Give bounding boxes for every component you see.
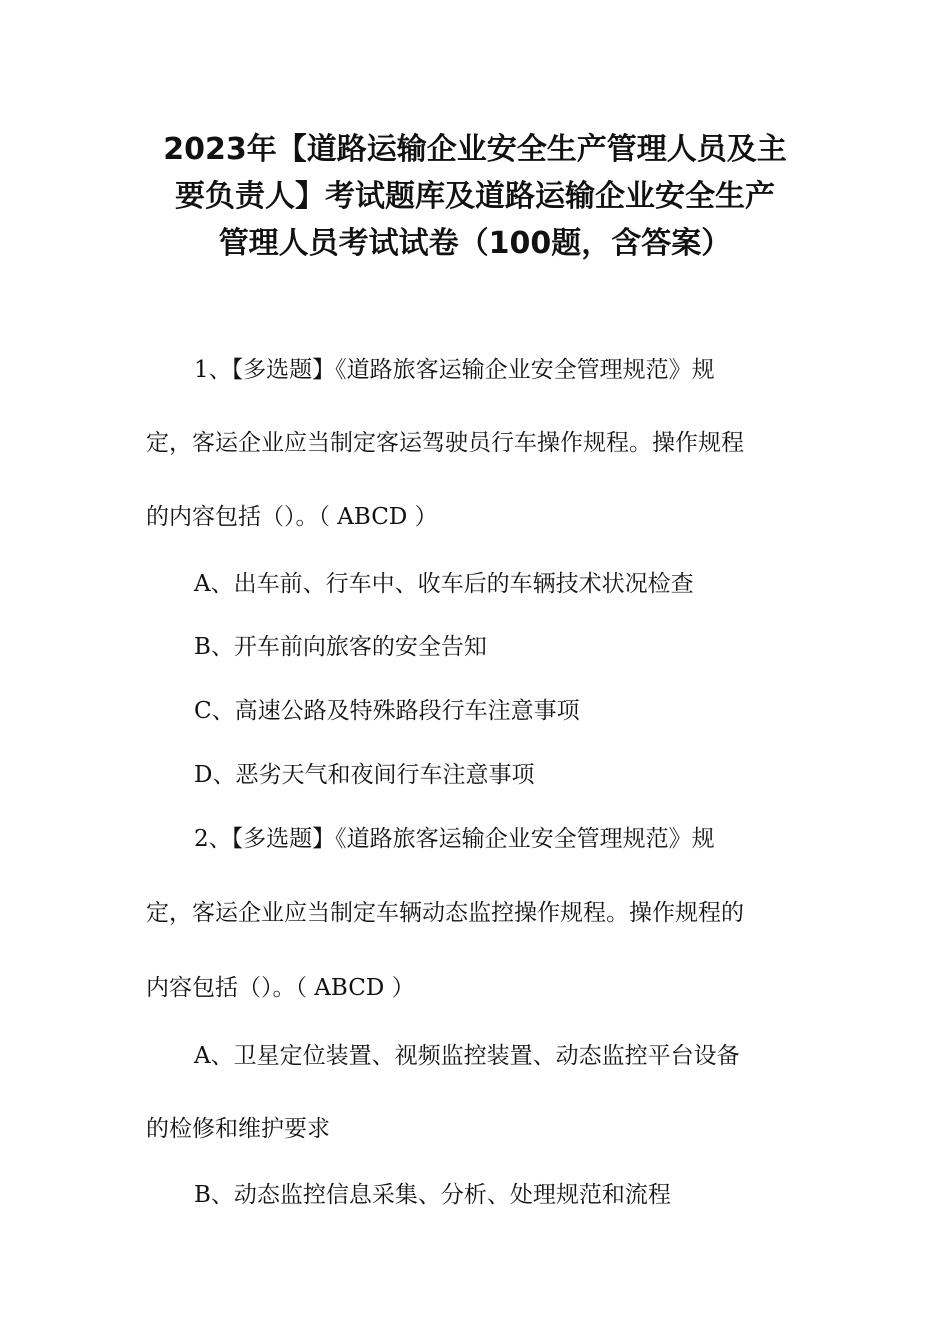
- question-stem-line: 1、【多选题】《道路旅客运输企业安全管理规范》规: [194, 357, 715, 383]
- question-stem-line: 定，客运企业应当制定客运驾驶员行车操作规程。操作规程: [146, 430, 744, 456]
- question-stem-line: 2、【多选题】《道路旅客运输企业安全管理规范》规: [194, 826, 715, 852]
- option-d: D、恶劣天气和夜间行车注意事项: [194, 762, 535, 788]
- title-line: 要负责人】考试题库及道路运输企业安全生产: [175, 179, 775, 214]
- option-a: A、卫星定位装置、视频监控装置、动态监控平台设备: [194, 1043, 740, 1069]
- option-b: B、动态监控信息采集、分析、处理规范和流程: [194, 1182, 671, 1208]
- title-line: 管理人员考试试卷（100题，含答案）: [218, 226, 732, 261]
- document-title: [130, 126, 820, 267]
- question-stem-line: 的内容包括（）。（ ABCD ）: [146, 504, 438, 530]
- question-stem-line: 定，客运企业应当制定车辆动态监控操作规程。操作规程的: [146, 900, 744, 926]
- question-stem-line: 内容包括（）。（ ABCD ）: [146, 975, 415, 1001]
- option-b: B、开车前向旅客的安全告知: [194, 634, 487, 660]
- option-a: A、出车前、行车中、收车后的车辆技术状况检查: [194, 571, 694, 597]
- option-c: C、高速公路及特殊路段行车注意事项: [194, 698, 580, 724]
- title-line: 2023年【道路运输企业安全生产管理人员及主: [163, 132, 787, 167]
- option-a-continuation: 的检修和维护要求: [146, 1116, 330, 1142]
